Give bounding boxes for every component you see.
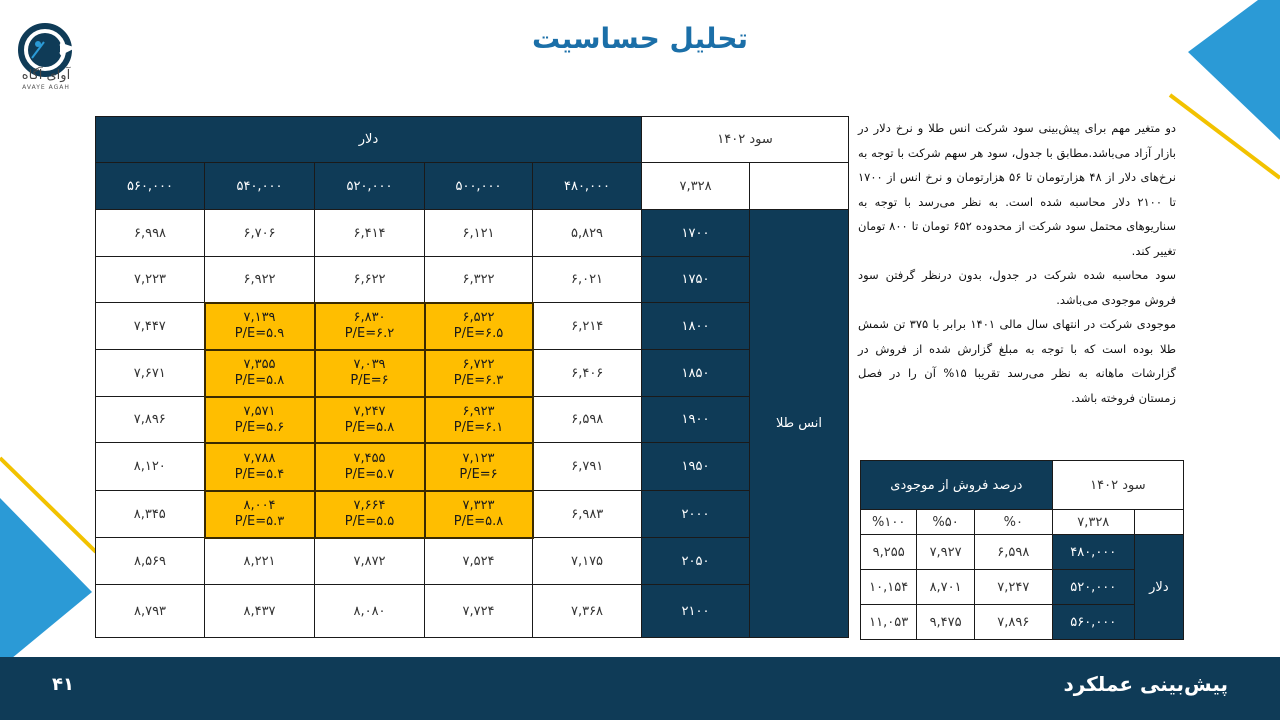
small-column-group-header: درصد فروش از موجودی	[861, 461, 1053, 510]
table-cell: ۶,۵۹۸	[533, 397, 642, 443]
small-row-header: ۴۸۰,۰۰۰	[1052, 535, 1134, 570]
cell-value: ۶,۸۳۰	[353, 310, 386, 325]
logo-text: آوای آگاه	[21, 68, 71, 83]
small-table-cell: ۹,۲۵۵	[861, 535, 917, 570]
small-table-cell: ۶,۵۹۸	[974, 535, 1052, 570]
cell-pe-ratio: P/E=۶.۲	[344, 326, 395, 341]
cell-pe-ratio: P/E=۵.۹	[234, 326, 285, 341]
bottom-left-blue-triangle	[0, 498, 92, 668]
description-text	[858, 116, 1176, 410]
row-header: ۱۹۵۰	[642, 443, 750, 491]
small-table-cell: ۱۱,۰۵۳	[861, 605, 917, 640]
table-cell: ۶,۷۹۱	[533, 443, 642, 491]
table-cell	[425, 397, 533, 443]
table-cell: ۶,۴۱۴	[315, 210, 425, 257]
cell-pe-ratio: P/E=۵.۸	[344, 419, 395, 435]
cell-pe-ratio: P/E=۶.۵	[453, 326, 504, 341]
cell-value: ۷,۳۵۵	[243, 357, 276, 372]
logo-subtext: AVAYE AGAH	[22, 84, 70, 91]
table-cell: ۷,۳۶۸	[533, 585, 642, 638]
table-cell: ۷,۲۲۳	[96, 257, 205, 303]
table-cell: ۷,۷۲۴	[425, 585, 533, 638]
table-cell	[425, 303, 533, 350]
table-cell: ۶,۳۲۲	[425, 257, 533, 303]
cell-value: ۷,۰۳۹	[353, 357, 386, 372]
row-header: ۲۰۵۰	[642, 538, 750, 585]
table-cell: ۶,۹۸۳	[533, 491, 642, 538]
table-cell	[315, 491, 425, 538]
small-table-cell: ۹,۴۷۵	[917, 605, 974, 640]
table-cell: ۸,۳۴۵	[96, 491, 205, 538]
table-cell: ۶,۷۰۶	[205, 210, 315, 257]
cell-pe-ratio: P/E=۶.۱	[453, 419, 504, 435]
cell-pe-ratio: P/E=۵.۷	[344, 466, 395, 482]
table-cell: ۷,۸۹۶	[96, 397, 205, 443]
table-cell: ۸,۵۶۹	[96, 538, 205, 585]
cell-pe-ratio: P/E=۶	[459, 466, 498, 482]
small-corner-empty	[1134, 510, 1183, 535]
small-table-cell: ۷,۸۹۶	[974, 605, 1052, 640]
cell-value: ۷,۲۴۷	[353, 403, 386, 419]
row-header: ۱۷۰۰	[642, 210, 750, 257]
page-title: تحلیل حساسیت	[531, 22, 749, 55]
table-cell	[205, 443, 315, 491]
table-cell: ۷,۵۲۴	[425, 538, 533, 585]
table-cell: ۸,۰۸۰	[315, 585, 425, 638]
small-table-cell: ۱۰,۱۵۴	[861, 570, 917, 605]
small-table-cell: ۷,۲۴۷	[974, 570, 1052, 605]
cell-value: ۶,۹۲۳	[462, 403, 495, 419]
table-cell: ۶,۱۲۱	[425, 210, 533, 257]
table-cell: ۶,۹۲۲	[205, 257, 315, 303]
column-header: ۵۶۰,۰۰۰	[96, 163, 205, 210]
column-header: ۵۲۰,۰۰۰	[315, 163, 425, 210]
small-column-header: %۵۰	[917, 510, 974, 535]
table-cell	[425, 443, 533, 491]
row-header: ۲۱۰۰	[642, 585, 750, 638]
table-cell	[315, 303, 425, 350]
cell-pe-ratio: P/E=۵.۵	[344, 514, 395, 529]
table-cell: ۶,۲۱۴	[533, 303, 642, 350]
table-cell: ۸,۷۹۳	[96, 585, 205, 638]
cell-value: ۷,۵۷۱	[243, 403, 276, 419]
corner-value: ۷,۳۲۸	[642, 163, 750, 210]
small-column-header: %۰	[974, 510, 1052, 535]
description-paragraph: دو متغیر مهم برای پیش‌بینی سود شرکت انس طلا و نرخ دلار در بازار آزاد می‌باشد.مطابق با جدول، سود هر سهم شرکت با توجه به نرخ‌های دلار از ۴۸ هزارتومان تا ۵۶ هزارتومان و نرخ انس از ۱۷۰۰ تا ۲۱۰۰ دلار محاسبه شده است. به نظر می‌رسد با توجه به سناریوهای محتمل سود شرکت از محدوده ۶۵۲ تومان تا ۸۰۰ تومان تغییر کند.	[858, 121, 1177, 258]
column-header: ۵۴۰,۰۰۰	[205, 163, 315, 210]
table-cell: ۶,۹۹۸	[96, 210, 205, 257]
table-cell: ۶,۰۲۱	[533, 257, 642, 303]
small-column-header: %۱۰۰	[861, 510, 917, 535]
table-cell: ۷,۸۷۲	[315, 538, 425, 585]
corner-empty	[750, 163, 849, 210]
row-group-header: انس طلا	[750, 210, 849, 638]
cell-pe-ratio: P/E=۵.۶	[234, 419, 285, 435]
small-row-header: ۵۶۰,۰۰۰	[1052, 605, 1134, 640]
column-header: ۴۸۰,۰۰۰	[533, 163, 642, 210]
sensitivity-table	[95, 116, 849, 638]
table-cell: ۷,۶۷۱	[96, 350, 205, 397]
small-table-cell: ۷,۹۲۷	[917, 535, 974, 570]
row-header: ۱۷۵۰	[642, 257, 750, 303]
table-cell	[315, 397, 425, 443]
small-corner-label: سود ۱۴۰۲	[1052, 461, 1183, 510]
table-cell: ۸,۱۲۰	[96, 443, 205, 491]
table-cell	[425, 491, 533, 538]
table-cell: ۶,۶۲۲	[315, 257, 425, 303]
small-row-header: ۵۲۰,۰۰۰	[1052, 570, 1134, 605]
footer-title: پیش‌بینی عملکرد	[1063, 672, 1228, 696]
cell-pe-ratio: P/E=۵.۳	[234, 514, 285, 529]
table-cell: ۵,۸۲۹	[533, 210, 642, 257]
cell-value: ۷,۶۶۴	[353, 498, 386, 513]
small-table-cell: ۸,۷۰۱	[917, 570, 974, 605]
small-corner-value: ۷,۳۲۸	[1052, 510, 1134, 535]
row-header: ۱۸۰۰	[642, 303, 750, 350]
table-cell	[425, 350, 533, 397]
corner-label: سود ۱۴۰۲	[642, 117, 849, 163]
table-cell	[205, 350, 315, 397]
description-paragraph: موجودی شرکت در انتهای سال مالی ۱۴۰۱ برابر با ۳۷۵ تن شمش طلا بوده است که با توجه به مبلغ گزارش شده از فروش در گزارشات ماهانه به نظر می‌رسد تقریبا ۱۵% آن را در فصل زمستان فروخته باشد.	[858, 317, 1177, 405]
table-cell: ۷,۱۷۵	[533, 538, 642, 585]
table-cell: ۸,۲۲۱	[205, 538, 315, 585]
cell-pe-ratio: P/E=۵.۴	[234, 466, 285, 482]
cell-value: ۶,۷۲۲	[462, 357, 495, 372]
cell-value: ۸,۰۰۴	[243, 498, 276, 513]
table-cell: ۶,۴۰۶	[533, 350, 642, 397]
cell-value: ۷,۳۲۳	[462, 498, 495, 513]
column-header: ۵۰۰,۰۰۰	[425, 163, 533, 210]
table-cell	[315, 350, 425, 397]
cell-value: ۷,۱۲۳	[462, 450, 495, 466]
column-group-header: دلار	[96, 117, 642, 163]
page-number: ۴۱	[52, 674, 74, 695]
cell-pe-ratio: P/E=۶	[350, 373, 389, 388]
table-cell	[315, 443, 425, 491]
cell-value: ۶,۵۲۲	[462, 310, 495, 325]
row-header: ۱۹۰۰	[642, 397, 750, 443]
cell-value: ۷,۴۵۵	[353, 450, 386, 466]
inventory-sales-table	[860, 460, 1184, 640]
row-header: ۲۰۰۰	[642, 491, 750, 538]
table-cell	[205, 397, 315, 443]
table-cell: ۸,۴۳۷	[205, 585, 315, 638]
table-cell: ۷,۴۴۷	[96, 303, 205, 350]
cell-pe-ratio: P/E=۶.۳	[453, 373, 504, 388]
small-row-group-header: دلار	[1134, 535, 1183, 640]
table-cell	[205, 491, 315, 538]
cell-pe-ratio: P/E=۵.۸	[453, 514, 504, 529]
table-cell	[205, 303, 315, 350]
cell-value: ۷,۷۸۸	[243, 450, 276, 466]
description-paragraph: سود محاسبه شده شرکت در جدول، بدون درنظر گرفتن سود فروش موجودی می‌باشد.	[858, 268, 1176, 307]
cell-value: ۷,۱۳۹	[243, 310, 276, 325]
cell-pe-ratio: P/E=۵.۸	[234, 373, 285, 388]
row-header: ۱۸۵۰	[642, 350, 750, 397]
